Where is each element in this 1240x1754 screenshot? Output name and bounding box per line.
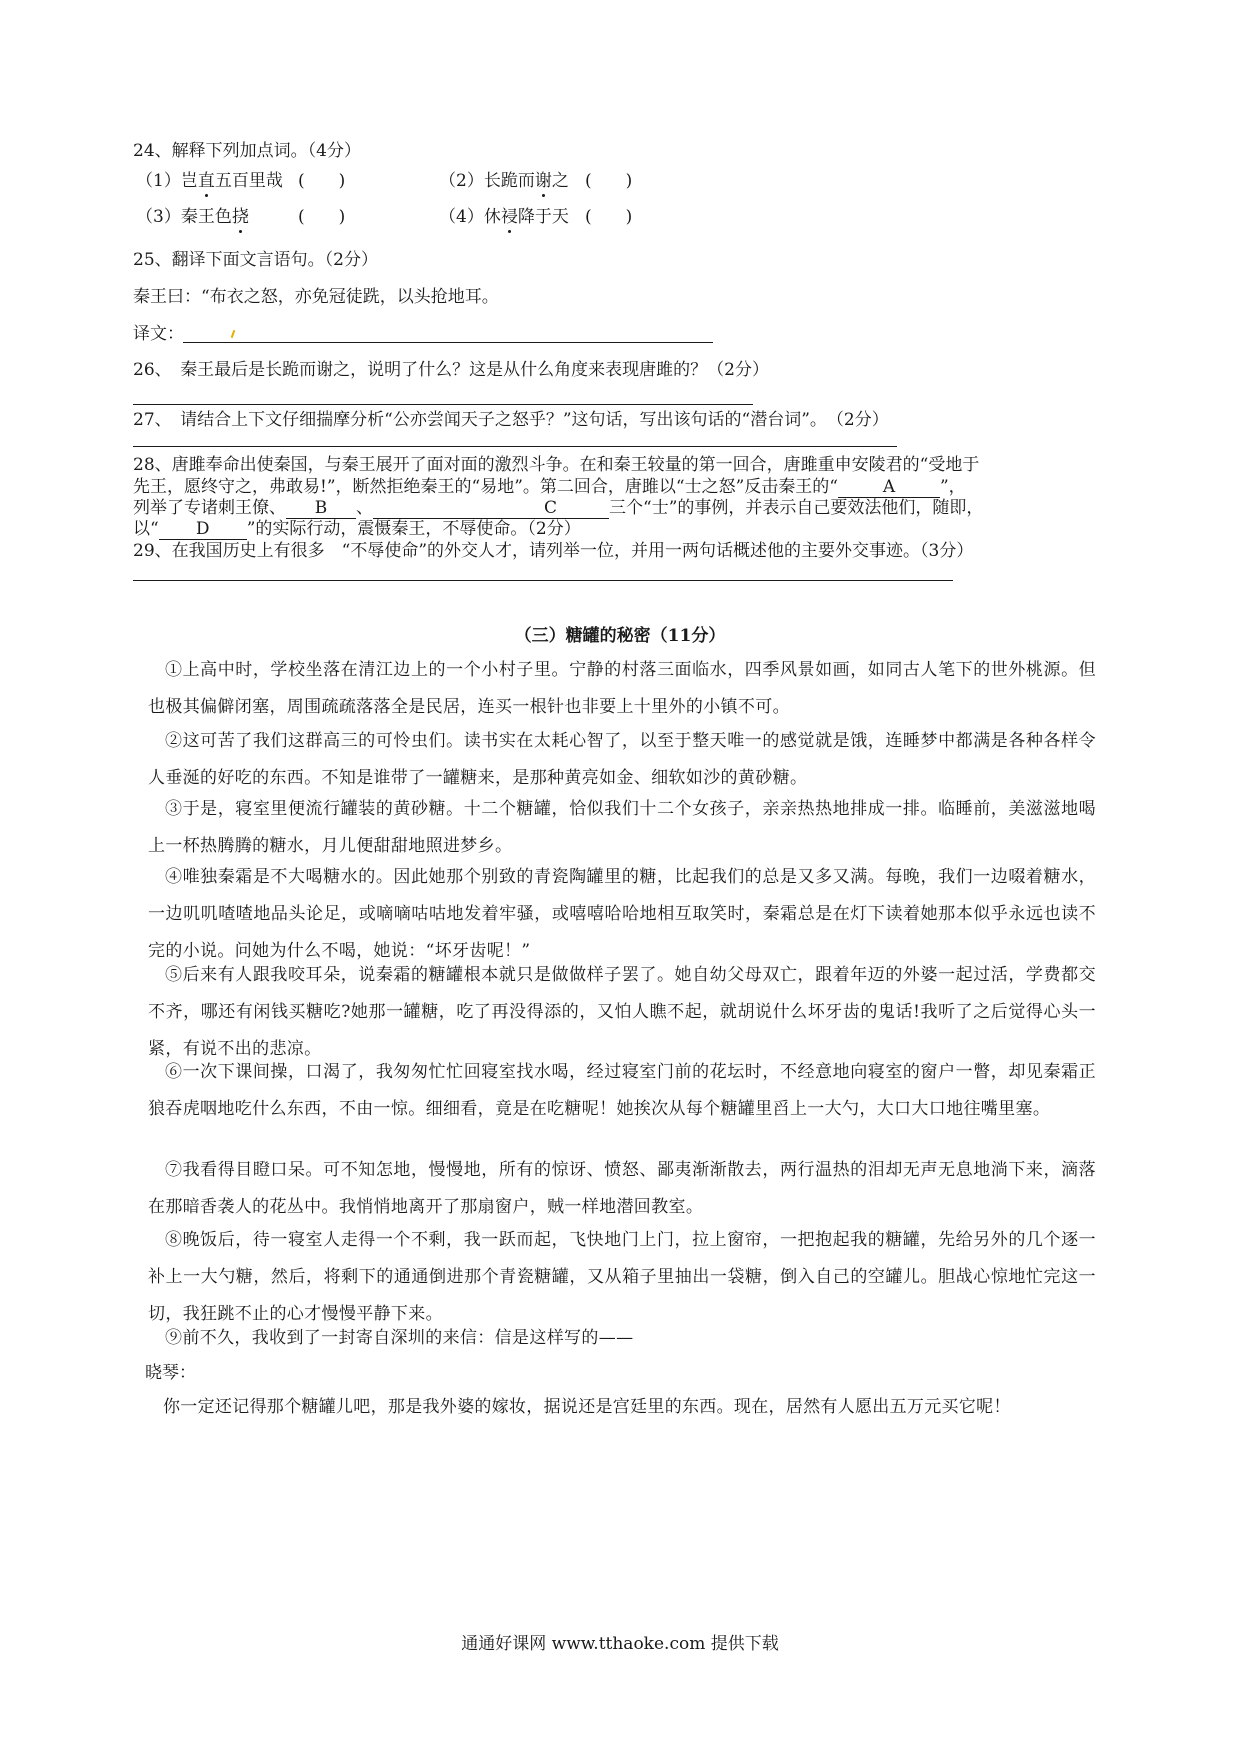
item-number: （2） — [439, 171, 484, 191]
item-number: （3） — [136, 207, 181, 227]
fill-blank-b[interactable]: B — [286, 500, 356, 519]
item-text-post: 降于天 — [517, 207, 569, 227]
text: 先王，愿终守之，弗敢易!”，断然拒绝秦王的“易地”。第二回合，唐雎以“士之怒”反击秦王的“ — [133, 477, 838, 497]
question-28-line-1: 28、唐雎奉命出使秦国，与秦王展开了面对面的激烈斗争。在和秦王较量的第一回合，唐雎重申安陵君的“受地于 — [133, 455, 980, 475]
question-27-title: 27、 请结合上下文仔细揣摩分析“公亦尝闻天子之怒乎？”这句话，写出该句话的“潜台词”。 （2分） — [133, 410, 889, 430]
text: 三个“士”的事例，并表示自己要效法他们，随即， — [609, 498, 984, 518]
text: ”， — [939, 477, 966, 497]
question-25-sentence: 秦王曰：“布衣之怒，亦免冠徒跣，以头抢地耳。 — [133, 287, 499, 307]
letter-body: 你一定还记得那个糖罐儿吧，那是我外婆的嫁妆，据说还是宫廷里的东西。现在，居然有人愿出五万元买它呢！ — [163, 1397, 1011, 1417]
emphasized-word: 挠 — [231, 207, 249, 227]
item-number: （1） — [136, 171, 181, 191]
paragraph-5: ⑤后来有人跟我咬耳朵，说秦霜的糖罐根本就只是做做样子罢了。她自幼父母双亡，跟着年迈的外婆一起过活，学费都交不齐，哪还有闲钱买糖吃?她那一罐糖，吃了再没得添的，又怕人瞧不起，就胡说什么坏牙齿的鬼话!我听了之后觉得心头一紧，有说不出的悲凉。 — [148, 965, 1096, 1059]
page-footer: 通通好课网 www.tthaoke.com 提供下载 — [461, 1634, 779, 1654]
answer-parentheses: ( ) — [298, 207, 346, 227]
fill-blank-d[interactable]: D — [159, 521, 247, 540]
emphasized-word: 祲 — [500, 207, 518, 227]
translation-label: 译文： — [133, 324, 184, 344]
emphasized-word: 谢 — [534, 171, 552, 191]
paragraph-2: ②这可苦了我们这群高三的可怜虫们。读书实在太耗心智了，以至于整天唯一的感觉就是饿，连睡梦中都满是各种各样令人垂涎的好吃的东西。不知是谁带了一罐糖来，是那种黄亮如金、细软如沙的黄砂糖。 — [148, 731, 1096, 788]
question-28-line-2 — [133, 479, 966, 498]
answer-parentheses: ( ) — [585, 207, 633, 227]
item-text-pre: 休 — [483, 207, 501, 227]
section-title: （三）糖罐的秘密（11分） — [514, 626, 726, 646]
text: 列举了专诸刺王僚、 — [133, 498, 286, 518]
question-28-line-4 — [133, 521, 581, 540]
question-29-answer-line[interactable] — [133, 580, 953, 581]
text: ”的实际行动，震慑秦王，不辱使命。（2分） — [246, 519, 581, 539]
paragraph-7: ⑦我看得目瞪口呆。可不知怎地，慢慢地，所有的惊讶、愤怒、鄙夷渐渐散去，两行温热的泪却无声无息地淌下来，滴落在那暗香袭人的花丛中。我悄悄地离开了那扇窗户，贼一样地潜回教室。 — [148, 1160, 1096, 1217]
text: 、 — [356, 498, 373, 518]
answer-parentheses: ( ) — [585, 171, 633, 191]
question-25-title: 25、翻译下面文言语句。（2分） — [133, 250, 378, 270]
emphasized-word: 直 — [197, 171, 215, 191]
paragraph-3: ③于是，寝室里便流行罐装的黄砂糖。十二个糖罐，恰似我们十二个女孩子，亲亲热热地排成一排。临睡前，美滋滋地喝上一杯热腾腾的糖水，月儿便甜甜地照进梦乡。 — [148, 799, 1096, 856]
question-27-answer-line[interactable] — [133, 446, 897, 447]
item-text-post: 五百里哉 — [214, 171, 283, 191]
question-24-item-4 — [439, 209, 569, 226]
question-26-answer-line[interactable] — [133, 404, 753, 405]
text: 以“ — [133, 519, 159, 539]
fill-blank-c[interactable]: C — [373, 500, 609, 519]
question-29-title: 29、在我国历史上有很多 “不辱使命”的外交人才，请列举一位，并用一两句话概述他的主要外交事迹。（3分） — [133, 541, 974, 561]
item-text-pre: 长跪而 — [483, 171, 535, 191]
item-number: （4） — [439, 207, 484, 227]
question-24-item-3 — [136, 209, 249, 226]
question-24-item-2 — [439, 173, 569, 190]
question-24-title: 24、解释下列加点词。（4分） — [133, 141, 361, 161]
paragraph-4: ④唯独秦霜是不大喝糖水的。因此她那个别致的青瓷陶罐里的糖，比起我们的总是又多又满。每晚，我们一边啜着糖水，一边叽叽喳喳地品头论足，或嘀嘀咕咕地发着牢骚，或嘻嘻哈哈地相互取笑时，秦霜总是在灯下读着她那本似乎永远也读不完的小说。问她为什么不喝，她说：“坏牙齿呢！” — [148, 867, 1096, 961]
question-24-item-1 — [136, 173, 283, 190]
answer-parentheses: ( ) — [298, 171, 346, 191]
item-text-post: 之 — [551, 171, 569, 191]
paragraph-6: ⑥一次下课间操，口渴了，我匆匆忙忙回寝室找水喝，经过寝室门前的花坛时，不经意地向寝室的窗户一瞥，却见秦霜正狼吞虎咽地吃什么东西，不由一惊。细细看，竟是在吃糖呢！她挨次从每个糖罐里舀上一大勺，大口大口地往嘴里塞。 — [148, 1062, 1096, 1119]
stray-mark — [231, 330, 236, 338]
item-text-pre: 岂 — [180, 171, 198, 191]
paragraph-9: ⑨前不久，我收到了一封寄自深圳的来信：信是这样写的—— — [165, 1328, 634, 1348]
paragraph-8: ⑧晚饭后，待一寝室人走得一个不剩，我一跃而起，飞快地门上门，拉上窗帘，一把抱起我的糖罐，先给另外的几个逐一补上一大勺糖，然后，将剩下的通通倒进那个青瓷糖罐，又从箱子里抽出一袋糖，倒入自己的空罐儿。胆战心惊地忙完这一切，我狂跳不止的心才慢慢平静下来。 — [148, 1230, 1096, 1324]
item-text-pre: 秦王色 — [180, 207, 232, 227]
paragraph-1: ①上高中时，学校坐落在清江边上的一个小村子里。宁静的村落三面临水，四季风景如画，如同古人笔下的世外桃源。但也极其偏僻闭塞，周围疏疏落落全是民居，连买一根针也非要上十里外的小镇不可。 — [148, 660, 1096, 717]
question-28-line-3 — [133, 500, 983, 519]
letter-salutation: 晓琴： — [145, 1363, 196, 1383]
question-26-title: 26、 秦王最后是长跪而谢之，说明了什么？这是从什么角度来表现唐雎的？（2分） — [133, 360, 769, 380]
translation-answer-line[interactable] — [183, 342, 713, 343]
fill-blank-a[interactable]: A — [838, 479, 940, 498]
